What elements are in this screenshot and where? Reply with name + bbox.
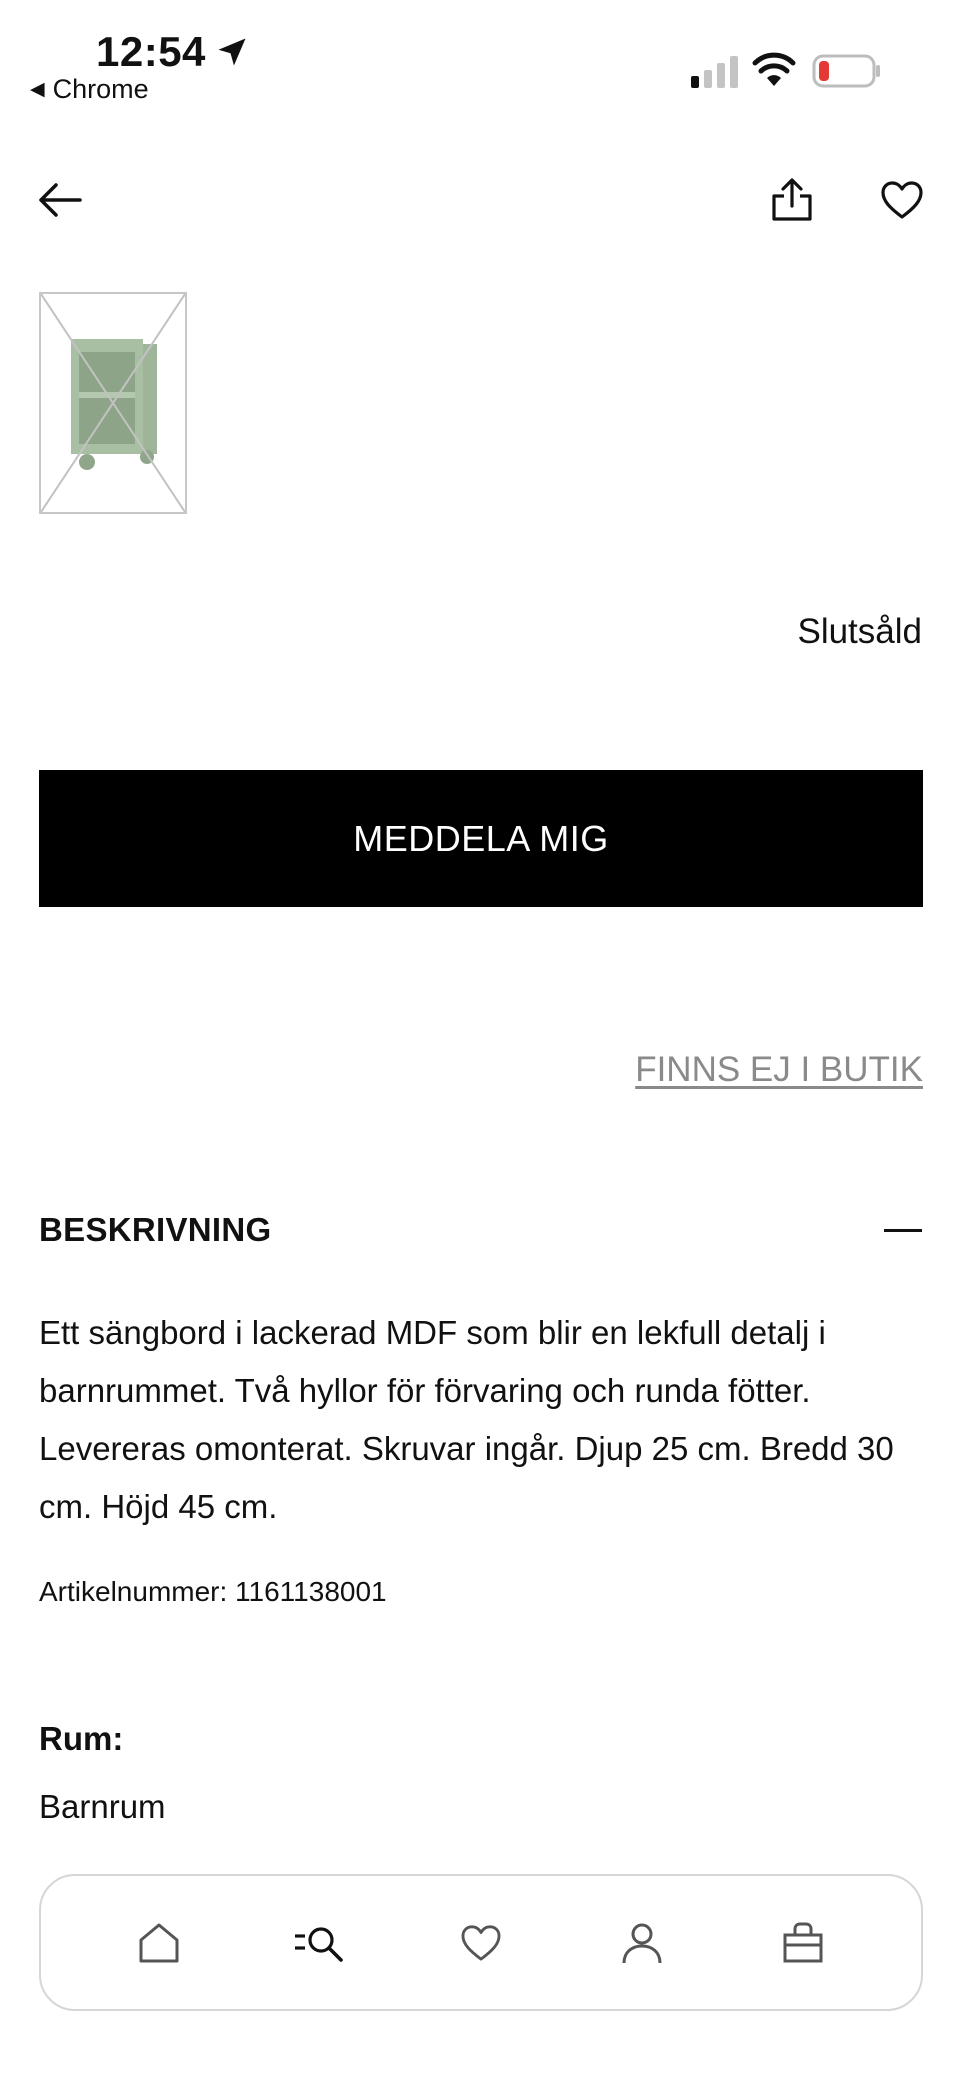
- heart-icon: [460, 1924, 502, 1962]
- home-icon: [137, 1922, 181, 1964]
- tab-home[interactable]: [124, 1908, 194, 1978]
- battery-low-icon: [812, 54, 882, 88]
- back-app-label: Chrome: [52, 74, 149, 104]
- bottom-tab-bar: [39, 1874, 923, 2011]
- share-button[interactable]: [760, 168, 824, 232]
- room-value: Barnrum: [39, 1788, 166, 1825]
- share-icon: [770, 178, 814, 222]
- location-arrow-icon: [214, 34, 250, 70]
- heart-icon: [880, 180, 924, 220]
- tab-bag[interactable]: [768, 1908, 838, 1978]
- store-availability-link[interactable]: FINNS EJ I BUTIK: [635, 1050, 923, 1089]
- product-image-thumbnail[interactable]: [39, 292, 187, 514]
- arrow-left-icon: [38, 182, 82, 218]
- bag-icon: [781, 1921, 825, 1965]
- tab-search[interactable]: [285, 1908, 355, 1978]
- article-number: Artikelnummer: 1161138001: [39, 1576, 387, 1607]
- search-icon: [293, 1922, 347, 1964]
- back-triangle-icon: ◀: [30, 79, 45, 100]
- favorite-button[interactable]: [870, 168, 934, 232]
- back-button[interactable]: [30, 170, 90, 230]
- status-bar: [0, 0, 960, 110]
- tab-account[interactable]: [607, 1908, 677, 1978]
- tab-favorites[interactable]: [446, 1908, 516, 1978]
- description-text: Ett sängbord i lackerad MDF som blir en lekfull detalj i barnrummet. Två hyllor för förvaring och runda fötter. Levereras omonterat. Skruvar ingår. Djup 25 cm. Bredd 30 cm. Höjd 45 cm.: [39, 1314, 894, 1525]
- description-accordion-header[interactable]: [39, 1200, 923, 1260]
- account-icon: [621, 1921, 663, 1965]
- stock-status: Slutsåld: [797, 612, 922, 651]
- collapse-minus-icon[interactable]: [883, 1210, 923, 1250]
- cellular-signal-icon: [690, 56, 740, 88]
- wifi-icon: [752, 52, 796, 88]
- room-label: Rum:: [39, 1720, 124, 1757]
- bedside-table-image: [41, 294, 185, 512]
- description-title: BESKRIVNING: [39, 1211, 272, 1248]
- back-to-app[interactable]: [30, 74, 149, 105]
- status-time: 12:54: [96, 28, 206, 75]
- notify-me-button[interactable]: MEDDELA MIG: [39, 770, 923, 907]
